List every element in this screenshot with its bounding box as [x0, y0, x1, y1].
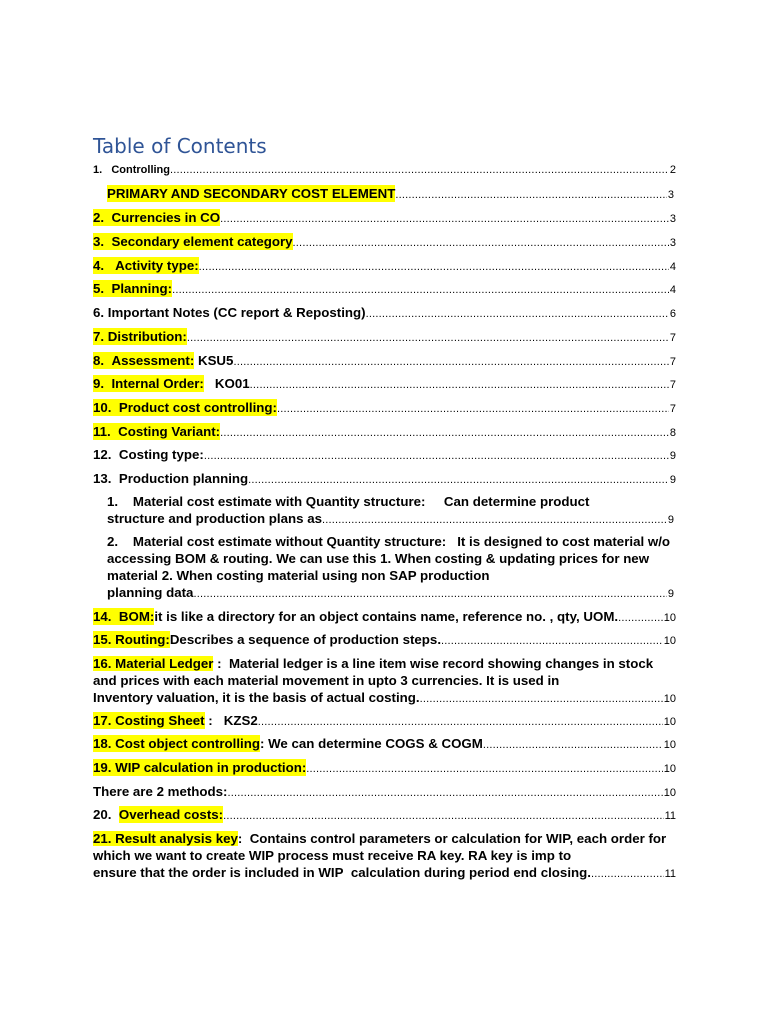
dot-leader: [420, 691, 663, 708]
toc-entry-product-cost-controlling[interactable]: [93, 399, 676, 418]
toc-entry-internal-order[interactable]: [93, 375, 676, 394]
toc-entry-material-ledger[interactable]: [93, 655, 676, 708]
entry-heading: 4. Activity type:: [93, 258, 199, 273]
page-number: 11: [664, 868, 676, 880]
entry-text: KSU5: [194, 353, 234, 368]
entry-text: it is like a directory for an object contains name, reference no. , qty, UOM.: [154, 609, 619, 624]
dot-leader: [258, 714, 663, 731]
toc-entry-planning[interactable]: [93, 280, 676, 299]
toc-entry-currencies[interactable]: [93, 209, 676, 228]
page-number: 6: [669, 308, 676, 320]
entry-text-last-line: ensure that the order is included in WIP calculation during period end closing.: [93, 865, 591, 880]
dot-leader: [441, 633, 663, 650]
entry-text: 2. Material cost estimate without Quantity structure: It is designed to cost material w/o accessing BOM & routing. We can use this 1. When costing & updating prices for new material 2. When costing material using non SAP production: [107, 534, 671, 583]
entry-heading: 15. Routing:: [93, 632, 170, 647]
entry-heading: 12. Costing type:: [93, 447, 204, 462]
page-number: 7: [669, 332, 676, 344]
dot-leader: [172, 282, 669, 299]
toc-entry-costing-variant[interactable]: [93, 423, 676, 442]
entry-heading: 10. Product cost controlling:: [93, 400, 277, 415]
dot-leader: [366, 306, 669, 323]
toc-entry-costing-sheet[interactable]: [93, 712, 676, 731]
entry-heading: 8. Assessment:: [93, 353, 195, 368]
page-number: 9: [669, 450, 676, 462]
page-number: 10: [663, 739, 676, 751]
entry-heading: There are 2 methods:: [93, 784, 228, 799]
dot-leader: [220, 425, 669, 442]
page-number: 10: [663, 716, 676, 728]
entry-text: 1. Material cost estimate with Quantity structure: Can determine product: [107, 494, 590, 509]
entry-heading: 18. Cost object controlling: [93, 736, 260, 751]
dot-leader: [250, 377, 669, 394]
toc-entry-important-notes[interactable]: [93, 304, 676, 323]
page-number: 2: [669, 164, 676, 176]
page-number: 11: [664, 810, 676, 822]
entry-heading: Overhead costs:: [118, 807, 224, 822]
page-number: 9: [667, 588, 674, 600]
dot-leader: [248, 472, 669, 489]
page-number: 4: [669, 284, 676, 296]
toc-entry-without-quantity-structure[interactable]: [107, 533, 674, 603]
entry-heading: 11. Costing Variant:: [93, 424, 221, 439]
toc-entry-costing-type[interactable]: [93, 446, 676, 465]
toc-entry-secondary-element[interactable]: [93, 233, 676, 252]
entry-heading: 9. Internal Order:: [93, 376, 204, 391]
entry-heading: 17. Costing Sheet: [93, 713, 205, 728]
dot-leader: [220, 211, 669, 228]
page-number: 7: [669, 356, 676, 368]
entry-heading: 2. Currencies in CO: [93, 210, 221, 225]
dot-leader: [204, 448, 669, 465]
entry-heading: 3. Secondary element category: [93, 234, 293, 249]
dot-leader: [618, 610, 663, 627]
entry-text: : Material ledger is a line item wise record showing changes in stock and prices with each material movement in upto 3 currencies. It is used in: [93, 656, 654, 688]
entry-text-last-line: structure and production plans as: [107, 511, 322, 526]
entry-number: 20.: [93, 807, 119, 822]
dot-leader: [322, 512, 667, 529]
dot-leader: [187, 330, 669, 347]
entry-heading: 5. Planning:: [93, 281, 173, 296]
toc-entry-two-methods[interactable]: [93, 783, 676, 802]
dot-leader: [193, 586, 666, 603]
entry-text-last-line: planning data: [107, 585, 194, 600]
entry-text: Describes a sequence of production steps.: [169, 632, 442, 647]
entry-heading: 7. Distribution:: [93, 329, 187, 344]
page-number: 10: [663, 612, 676, 624]
page-number: 3: [669, 237, 676, 249]
entry-heading: 16. Material Ledger: [93, 656, 214, 671]
toc-entry-cost-element[interactable]: [107, 185, 674, 204]
toc-entry-wip-calculation[interactable]: [93, 759, 676, 778]
page-number: 9: [669, 474, 676, 486]
page-number: 7: [669, 403, 676, 415]
entry-heading: 19. WIP calculation in production:: [93, 760, 307, 775]
toc-entry-bom[interactable]: [93, 608, 676, 627]
entry-text-last-line: Inventory valuation, it is the basis of actual costing.: [93, 690, 420, 705]
entry-text: : Contains control parameters or calculation for WIP, each order for which we want to create WIP process must receive RA key. RA key is imp to: [93, 831, 667, 863]
toc-entry-routing[interactable]: [93, 631, 676, 650]
page-number: 3: [667, 189, 674, 201]
toc-entry-result-analysis-key[interactable]: [93, 830, 676, 883]
entry-text: : We can determine COGS & COGM: [259, 736, 483, 751]
entry-heading: PRIMARY AND SECONDARY COST ELEMENT: [107, 186, 396, 201]
dot-leader: [233, 354, 668, 371]
toc-entry-overhead-costs[interactable]: [93, 806, 676, 825]
entry-heading: 6. Important Notes (CC report & Reposting): [93, 305, 366, 320]
dot-leader: [277, 401, 669, 418]
toc-entry-assessment[interactable]: [93, 352, 676, 371]
toc-title: Table of Contents: [93, 134, 267, 158]
toc-entry-with-quantity-structure[interactable]: [107, 493, 674, 529]
dot-leader: [199, 259, 669, 276]
toc-entry-distribution[interactable]: [93, 328, 676, 347]
entry-heading: 21. Result analysis key: [93, 831, 238, 846]
dot-leader: [395, 187, 667, 204]
entry-text: : KZS2: [204, 713, 258, 728]
dot-leader: [306, 761, 662, 778]
entry-heading: 1. Controlling: [93, 164, 170, 176]
page-number: 10: [663, 635, 676, 647]
dot-leader: [223, 808, 664, 825]
page-number: 4: [669, 261, 676, 273]
entry-heading: 13. Production planning: [93, 471, 249, 486]
page-number: 10: [663, 693, 676, 705]
page-number: 10: [663, 763, 676, 775]
toc-entry-cost-object-controlling[interactable]: [93, 735, 676, 754]
page-number: 10: [663, 787, 676, 799]
dot-leader: [228, 785, 663, 802]
dot-leader: [591, 866, 664, 883]
toc-entry-production-planning[interactable]: [93, 470, 676, 489]
page-number: 9: [667, 514, 674, 526]
toc-entry-controlling[interactable]: [93, 162, 676, 179]
entry-heading: 14. BOM:: [93, 609, 155, 624]
page-number: 8: [669, 427, 676, 439]
toc-entry-activity-type[interactable]: [93, 257, 676, 276]
page-number: 3: [669, 213, 676, 225]
dot-leader: [170, 162, 669, 179]
page-number: 7: [669, 379, 676, 391]
dot-leader: [293, 235, 669, 252]
dot-leader: [483, 737, 663, 754]
entry-text: KO01: [203, 376, 250, 391]
